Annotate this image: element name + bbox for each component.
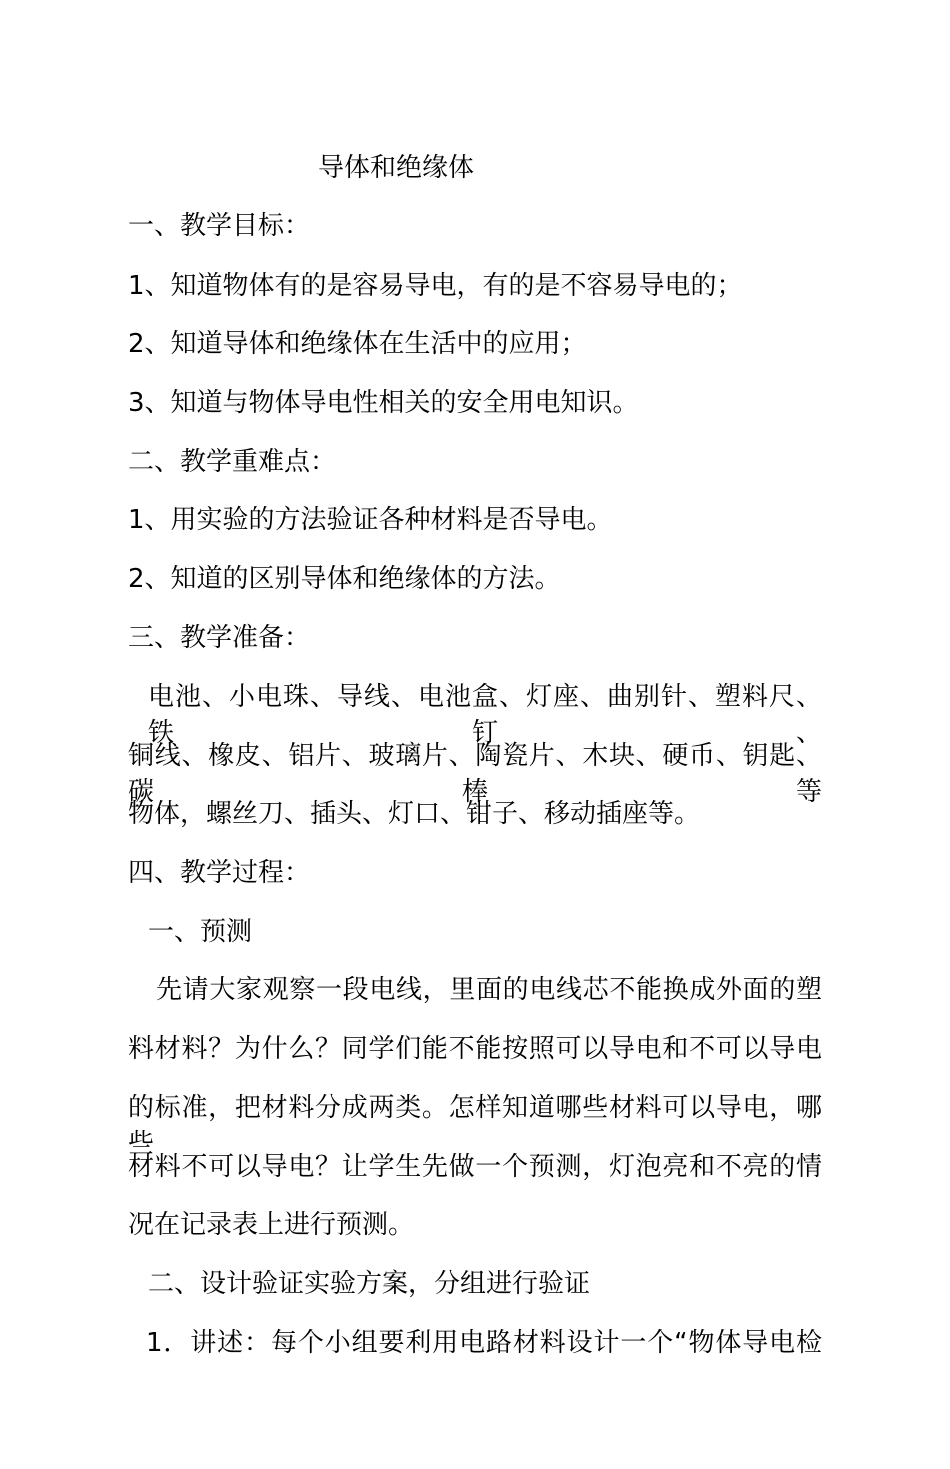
section-heading-objectives: 一、教学目标： (128, 211, 311, 241)
section-heading-process: 四、教学过程： (128, 858, 311, 888)
document-title: 导体和绝缘体 (318, 153, 475, 183)
subsection-heading-prediction: 一、预测 (148, 917, 253, 947)
preparation-text-line-1: 电池、小电珠、导线、电池盒、灯座、曲别针、塑料尺、铁钉、 (148, 682, 822, 748)
section-heading-key-points: 二、教学重难点： (128, 447, 337, 477)
objective-item-3: 3、知道与物体导电性相关的安全用电知识。 (128, 388, 639, 418)
section-heading-preparation: 三、教学准备： (128, 623, 311, 653)
objective-item-2: 2、知道导体和绝缘体在生活中的应用； (128, 329, 587, 359)
experiment-step-1: 1．讲述：每个小组要利用电路材料设计一个“物体导电检 (146, 1328, 822, 1358)
preparation-text-line-3: 物体，螺丝刀、插头、灯口、钳子、移动插座等。 (128, 799, 701, 829)
objective-item-1: 1、知道物体有的是容易导电，有的是不容易导电的； (128, 271, 743, 301)
prediction-paragraph-line-3: 的标准，把材料分成两类。怎样知道哪些材料可以导电，哪些 (128, 1093, 822, 1159)
prediction-paragraph-line-2: 料材料？为什么？同学们能不能按照可以导电和不可以导电 (128, 1034, 822, 1064)
prediction-paragraph-line-1: 先请大家观察一段电线，里面的电线芯不能换成外面的塑 (156, 975, 822, 1005)
prediction-paragraph-line-5: 况在记录表上进行预测。 (128, 1210, 415, 1240)
key-point-item-1: 1、用实验的方法验证各种材料是否导电。 (128, 505, 613, 535)
key-point-item-2: 2、知道的区别导体和绝缘体的方法。 (128, 564, 561, 594)
subsection-heading-experiment: 二、设计验证实验方案，分组进行验证 (148, 1269, 591, 1299)
preparation-text-line-2: 铜线、橡皮、铝片、玻璃片、陶瓷片、木块、硬币、钥匙、碳棒等 (128, 741, 822, 807)
prediction-paragraph-line-4: 材料不可以导电？让学生先做一个预测，灯泡亮和不亮的情 (128, 1152, 822, 1182)
